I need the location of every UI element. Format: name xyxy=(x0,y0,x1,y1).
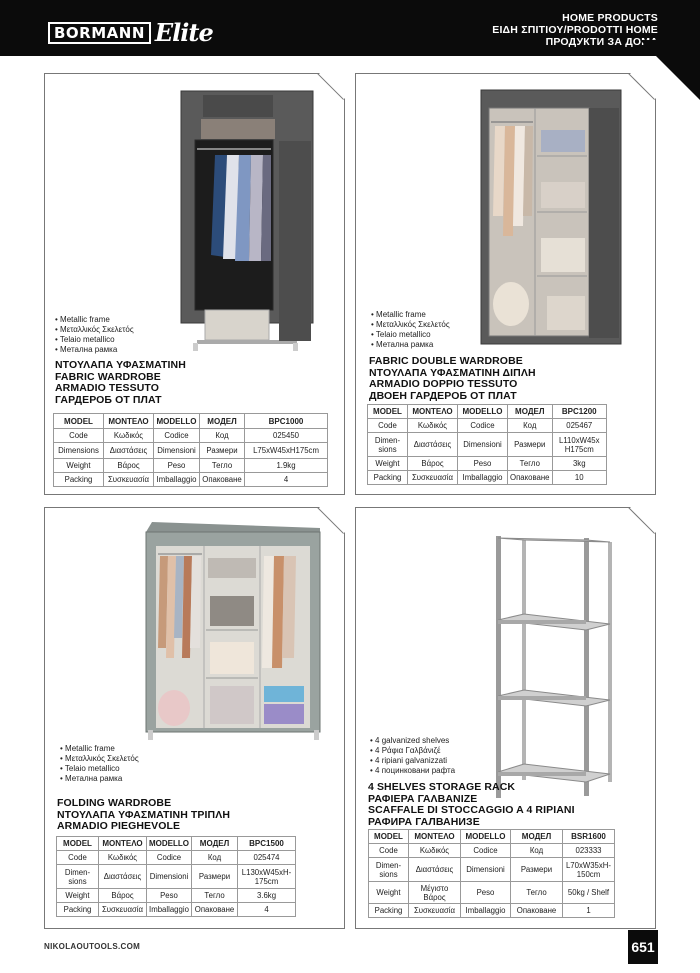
table-cell: Διαστάσεις xyxy=(408,433,458,457)
card-corner xyxy=(630,507,656,533)
table-cell: Packing xyxy=(57,903,99,917)
table-header-cell: BPC1500 xyxy=(238,837,296,851)
category-line: ΕΙΔΗ ΣΠΙΤΙΟΥ/PRODOTTI HOME xyxy=(492,24,658,36)
title-line: ARMADIO DOPPIO TESSUTO xyxy=(369,378,518,390)
table-cell: 4 xyxy=(238,903,296,917)
product-title xyxy=(55,360,186,406)
table-cell: Peso xyxy=(458,457,508,471)
table-cell: Βάρος xyxy=(99,889,147,903)
table-cell: Packing xyxy=(368,471,408,485)
table-cell: Code xyxy=(369,844,409,858)
table-cell: Тегло xyxy=(508,457,553,471)
category-line: HOME PRODUCTS xyxy=(562,12,658,24)
table-header-cell: МОДЕЛ xyxy=(200,414,245,429)
table-header-cell: MODELLO xyxy=(147,837,192,851)
table-header-cell: MODEL xyxy=(369,830,409,844)
table-cell: Тегло xyxy=(200,459,245,473)
table-cell: Weight xyxy=(369,882,409,904)
table-cell: Опаковане xyxy=(508,471,553,485)
feature-item: • Μεταλλικός Σκελετός xyxy=(60,754,139,764)
table-cell: Packing xyxy=(369,904,409,918)
title-line: ΝΤΟΥΛΑΠΑ ΥΦΑΣΜΑΤΙΝΗ ΤΡΙΠΛΗ xyxy=(57,808,231,821)
table-header-cell: ΜΟΝΤΕΛΟ xyxy=(409,830,461,844)
title-line: SCAFFALE DI STOCCAGGIO A 4 RIPIANI xyxy=(368,804,575,816)
title-line: РАФИРА ГАЛВАНИЗЕ xyxy=(368,815,480,828)
feature-item: • Метална рамка xyxy=(371,340,450,350)
feature-item: • Telaio metallico xyxy=(60,764,139,774)
feature-list xyxy=(370,736,455,776)
table-cell: Опаковане xyxy=(200,473,245,487)
spec-table xyxy=(368,829,615,918)
table-cell: Dimensioni xyxy=(147,865,192,889)
page-header xyxy=(0,0,700,56)
table-cell: Размери xyxy=(192,865,238,889)
title-line: FABRIC DOUBLE WARDROBE xyxy=(369,355,523,367)
table-cell: Peso xyxy=(154,459,200,473)
table-header-cell: ΜΟΝΤΕΛΟ xyxy=(99,837,147,851)
table-cell: Dimen-sions xyxy=(368,433,408,457)
table-cell: Peso xyxy=(147,889,192,903)
table-cell: Συσκευασία xyxy=(99,903,147,917)
table-cell: Weight xyxy=(57,889,99,903)
table-cell: Packing xyxy=(54,473,104,487)
feature-item: • Metallic frame xyxy=(60,744,139,754)
table-cell: L130xW45xH-175cm xyxy=(238,865,296,889)
title-line: ΝΤΟΥΛΑΠΑ ΥΦΑΣΜΑΤΙΝΗ xyxy=(55,359,186,371)
feature-list xyxy=(371,310,450,350)
spec-table xyxy=(367,404,607,485)
table-cell: 025450 xyxy=(245,429,328,443)
brand-name: BORMANN xyxy=(48,22,151,44)
feature-item: • Telaio metallico xyxy=(371,330,450,340)
table-header-cell: BPC1000 xyxy=(245,414,328,429)
table-cell: 025474 xyxy=(238,851,296,865)
table-cell: Codice xyxy=(461,844,511,858)
table-cell: Code xyxy=(57,851,99,865)
product-title xyxy=(57,798,230,833)
table-cell: Код xyxy=(511,844,563,858)
title-line: ГАРДЕРОБ ОТ ПЛАТ xyxy=(55,393,162,406)
brand-sub: Elite xyxy=(154,18,213,47)
folding-wardrobe-image xyxy=(138,518,328,744)
title-line: ARMADIO TESSUTO xyxy=(55,382,159,394)
table-cell: Κωδικός xyxy=(99,851,147,865)
fabric-wardrobe-image xyxy=(175,85,320,360)
table-cell: Κωδικός xyxy=(104,429,154,443)
table-header-cell: MODELLO xyxy=(154,414,200,429)
table-cell: Imballaggio xyxy=(147,903,192,917)
feature-list xyxy=(60,744,139,784)
category-line: ПРОДУКТИ ЗА ДОМА xyxy=(545,36,658,48)
title-line: ΝΤΟΥΛΑΠΑ ΥΦΑΣΜΑΤΙΝΗ ΔΙΠΛΗ xyxy=(369,366,536,379)
table-cell: Βάρος xyxy=(408,457,458,471)
table-cell: Размери xyxy=(511,858,563,882)
table-cell: Μέγιστο Βάρος xyxy=(409,882,461,904)
table-cell: L70xW35xH-150cm xyxy=(563,858,615,882)
table-cell: Βάρος xyxy=(104,459,154,473)
table-cell: 50kg / Shelf xyxy=(563,882,615,904)
brand-logo xyxy=(48,18,213,47)
table-header-cell: MODEL xyxy=(57,837,99,851)
feature-item: • Метална рамка xyxy=(55,345,134,355)
table-header-cell: ΜΟΝΤΕΛΟ xyxy=(408,405,458,419)
table-cell: Διαστάσεις xyxy=(99,865,147,889)
table-cell: Codice xyxy=(154,429,200,443)
table-cell: 10 xyxy=(552,471,607,485)
table-cell: Weight xyxy=(54,459,104,473)
feature-item: • Μεταλλικός Σκελετός xyxy=(55,325,134,335)
table-cell: Размери xyxy=(200,443,245,459)
table-header-cell: MODEL xyxy=(368,405,408,419)
feature-item: • Метална рамка xyxy=(60,774,139,784)
category-label xyxy=(492,12,658,48)
table-cell: Код xyxy=(508,419,553,433)
table-cell: Imballaggio xyxy=(458,471,508,485)
table-cell: Imballaggio xyxy=(461,904,511,918)
feature-item: • Μεταλλικός Σκελετός xyxy=(371,320,450,330)
product-title xyxy=(368,782,575,828)
table-cell: Συσκευασία xyxy=(408,471,458,485)
feature-item: • Metallic frame xyxy=(55,315,134,325)
table-cell: Тегло xyxy=(192,889,238,903)
table-cell: 4 xyxy=(245,473,328,487)
feature-item: • 4 поцинковани рафта xyxy=(370,766,455,776)
table-cell: Dimensioni xyxy=(154,443,200,459)
table-cell: Dimensioni xyxy=(461,858,511,882)
table-cell: Codice xyxy=(458,419,508,433)
title-line: FABRIC WARDROBE xyxy=(55,370,161,383)
table-header-cell: ΜΟΝΤΕΛΟ xyxy=(104,414,154,429)
title-line: FOLDING WARDROBE xyxy=(57,797,172,809)
double-wardrobe-image xyxy=(475,86,630,351)
table-cell: L75xW45xH175cm xyxy=(245,443,328,459)
storage-rack-image xyxy=(488,532,623,802)
table-cell: 025467 xyxy=(552,419,607,433)
table-cell: Размери xyxy=(508,433,553,457)
table-cell: Code xyxy=(54,429,104,443)
table-cell: 3kg xyxy=(552,457,607,471)
feature-item: • 4 Ράφια Γαλβάνιζέ xyxy=(370,746,455,756)
table-header-cell: BPC1200 xyxy=(552,405,607,419)
table-cell: Dimen-sions xyxy=(369,858,409,882)
title-line: 4 SHELVES STORAGE RACK xyxy=(368,781,516,793)
title-line: ΡΑΦΙΕΡΑ ΓΑΛΒΑΝΙΖΕ xyxy=(368,792,478,805)
feature-item: • 4 galvanized shelves xyxy=(370,736,455,746)
table-header-cell: BSR1600 xyxy=(563,830,615,844)
table-header-cell: МОДЕЛ xyxy=(511,830,563,844)
table-header-cell: MODEL xyxy=(54,414,104,429)
table-cell: Imballaggio xyxy=(154,473,200,487)
table-cell: Dimensions xyxy=(54,443,104,459)
table-header-cell: МОДЕЛ xyxy=(508,405,553,419)
feature-list xyxy=(55,315,134,355)
table-cell: 1 xyxy=(563,904,615,918)
table-header-cell: MODELLO xyxy=(461,830,511,844)
card-corner xyxy=(319,73,345,99)
feature-item: • Telaio metallico xyxy=(55,335,134,345)
table-cell: Κωδικός xyxy=(408,419,458,433)
table-cell: Тегло xyxy=(511,882,563,904)
table-cell: Peso xyxy=(461,882,511,904)
table-cell: L110xW45x H175cm xyxy=(552,433,607,457)
spec-table xyxy=(53,413,328,487)
table-cell: Код xyxy=(192,851,238,865)
table-cell: Κωδικός xyxy=(409,844,461,858)
spec-table xyxy=(56,836,296,917)
table-header-cell: MODELLO xyxy=(458,405,508,419)
feature-item: • Metallic frame xyxy=(371,310,450,320)
table-cell: Опаковане xyxy=(511,904,563,918)
feature-item: • 4 ripiani galvanizzati xyxy=(370,756,455,766)
table-cell: Codice xyxy=(147,851,192,865)
table-cell: Опаковане xyxy=(192,903,238,917)
table-cell: Συσκευασία xyxy=(409,904,461,918)
table-cell: Code xyxy=(368,419,408,433)
title-line: ARMADIO PIEGHEVOLE xyxy=(57,820,181,832)
card-corner xyxy=(630,73,656,99)
title-line: ДВОЕН ГАРДЕРОБ ОТ ПЛАТ xyxy=(369,389,517,402)
table-cell: Διαστάσεις xyxy=(104,443,154,459)
page-number: 651 xyxy=(628,930,658,964)
table-cell: Weight xyxy=(368,457,408,471)
table-cell: Διαστάσεις xyxy=(409,858,461,882)
table-cell: Код xyxy=(200,429,245,443)
table-cell: 1.9kg xyxy=(245,459,328,473)
footer-url[interactable]: NIKOLAOUTOOLS.COM xyxy=(44,942,141,951)
table-cell: Συσκευασία xyxy=(104,473,154,487)
table-cell: 3.6kg xyxy=(238,889,296,903)
table-cell: 023333 xyxy=(563,844,615,858)
table-cell: Dimensioni xyxy=(458,433,508,457)
table-cell: Dimen-sions xyxy=(57,865,99,889)
product-title xyxy=(369,356,536,402)
table-header-cell: МОДЕЛ xyxy=(192,837,238,851)
